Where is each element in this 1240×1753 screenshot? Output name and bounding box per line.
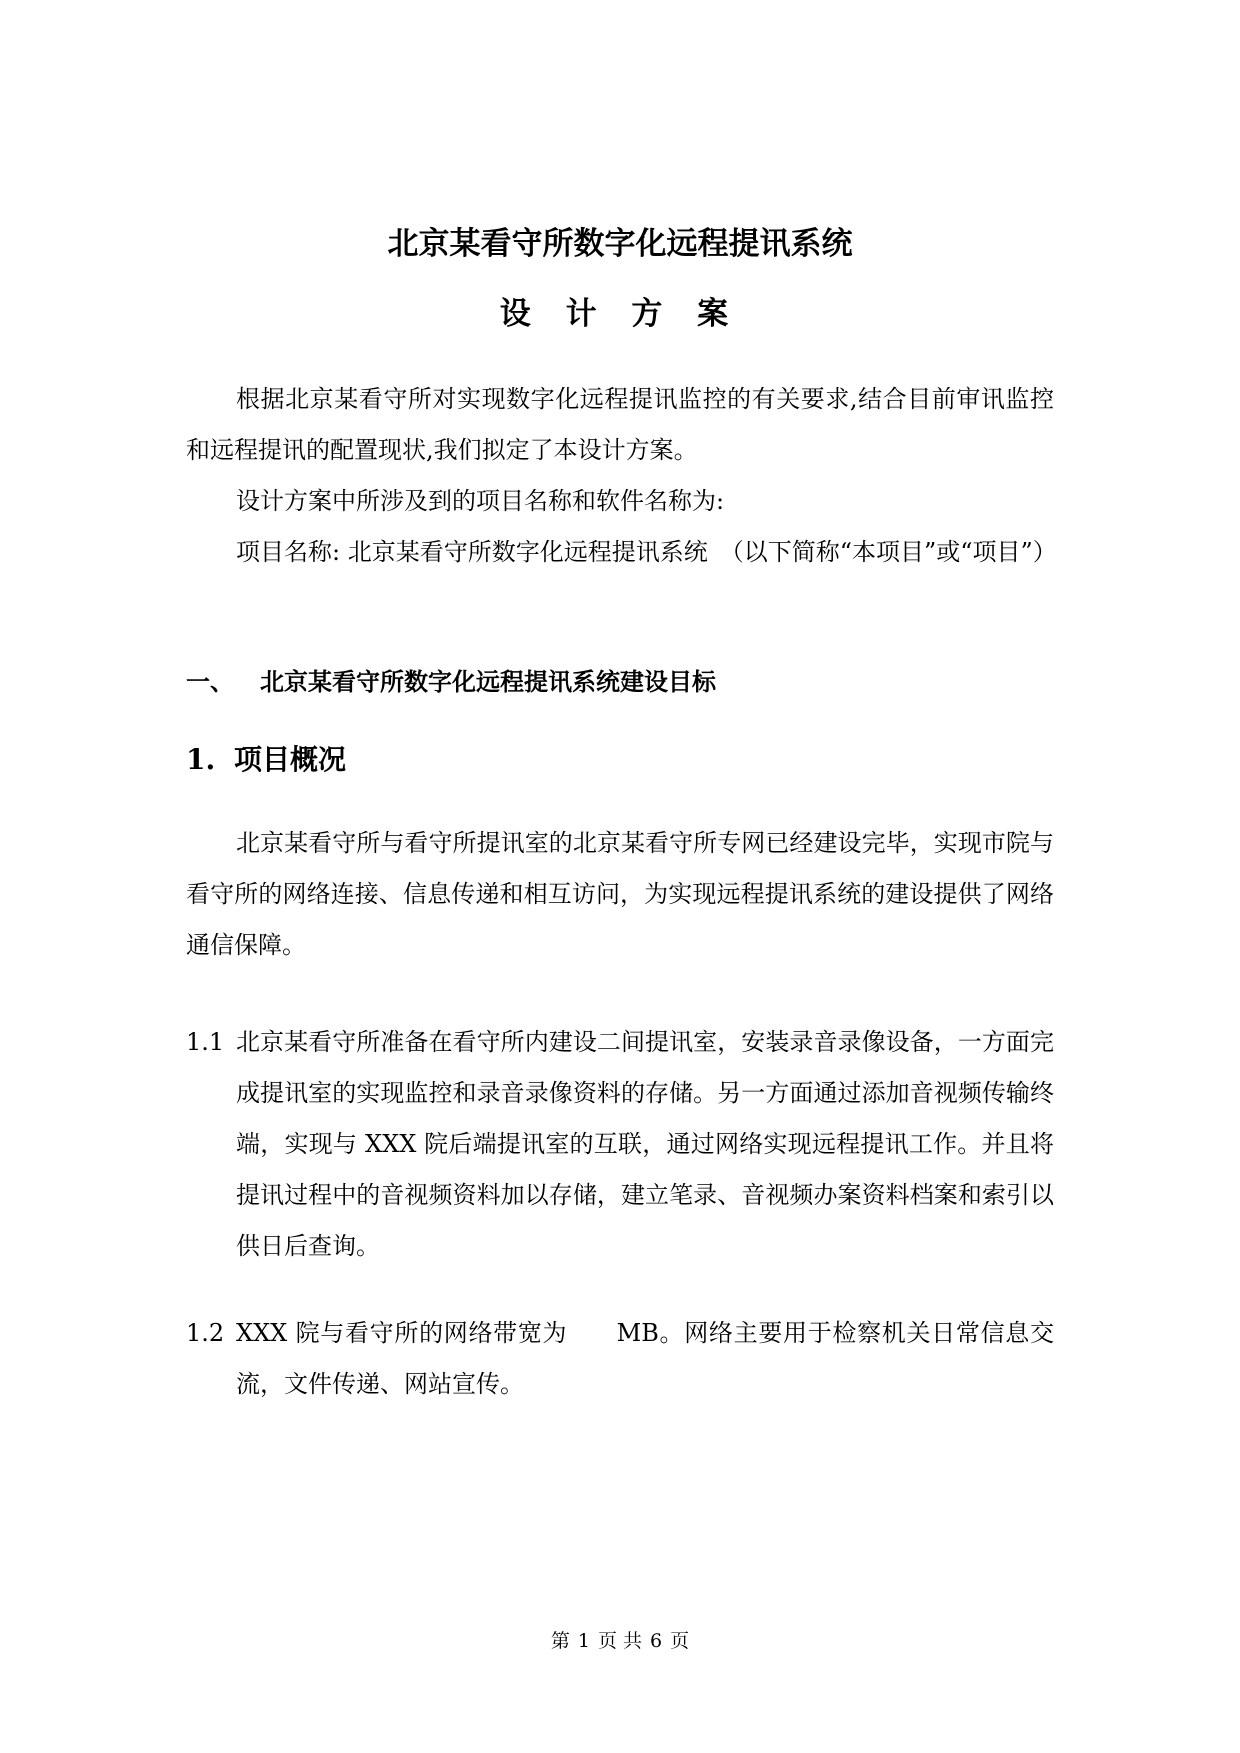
intro-scope: 设计方案中所涉及到的项目名称和软件名称为: bbox=[236, 487, 725, 515]
subsection-number: 1. bbox=[186, 743, 216, 776]
footer-mid: 页 共 bbox=[597, 1630, 643, 1652]
subsection-heading bbox=[186, 738, 1054, 778]
list-item bbox=[186, 1308, 1054, 1410]
list-item-text: 北京某看守所准备在看守所内建设二间提讯室，安装录音录像设备，一方面完成提讯室的实现监控和录音录像资料的存储。另一方面通过添加音视频传输终端，实现与 XXX 院后端提讯室的互联，通过网络实现远程提讯工作。并且将提讯过程中的音视频资料加以存储，建立笔录、音视频办案资料档案和索引以供日后查询。 bbox=[236, 1028, 1054, 1260]
list-item-number: 1.1 bbox=[186, 1028, 225, 1056]
footer-prefix: 第 bbox=[550, 1630, 570, 1652]
section-heading bbox=[186, 662, 1054, 697]
page-number: 1 bbox=[577, 1630, 590, 1652]
list-item bbox=[186, 1017, 1054, 1272]
list-item-number: 1.2 bbox=[186, 1319, 225, 1347]
document-subtitle: 设 计 方 案 bbox=[499, 296, 741, 332]
section-number: 一、 bbox=[186, 667, 234, 696]
subsection-title: 项目概况 bbox=[234, 743, 347, 776]
document-title: 北京某看守所数字化远程提讯系统 bbox=[387, 226, 853, 262]
intro-paragraph: 根据北京某看守所对实现数字化远程提讯监控的有关要求,结合目前审讯监控和远程提讯的配置现状,我们拟定了本设计方案。 bbox=[186, 385, 1054, 464]
page-footer bbox=[0, 1626, 1240, 1653]
section-title: 北京某看守所数字化远程提讯系统建设目标 bbox=[260, 667, 716, 696]
overview-paragraph: 北京某看守所与看守所提讯室的北京某看守所专网已经建设完毕，实现市院与看守所的网络连接、信息传递和相互访问，为实现远程提讯系统的建设提供了网络通信保障。 bbox=[186, 829, 1054, 959]
footer-suffix: 页 bbox=[670, 1630, 690, 1652]
page-total: 6 bbox=[650, 1630, 663, 1652]
list-item-text: XXX 院与看守所的网络带宽为 MB。网络主要用于检察机关日常信息交流，文件传递、网站宣传。 bbox=[236, 1319, 1054, 1398]
intro-project-name: 项目名称: 北京某看守所数字化远程提讯系统 （以下简称“本项目”或“项目”） bbox=[236, 538, 1057, 566]
